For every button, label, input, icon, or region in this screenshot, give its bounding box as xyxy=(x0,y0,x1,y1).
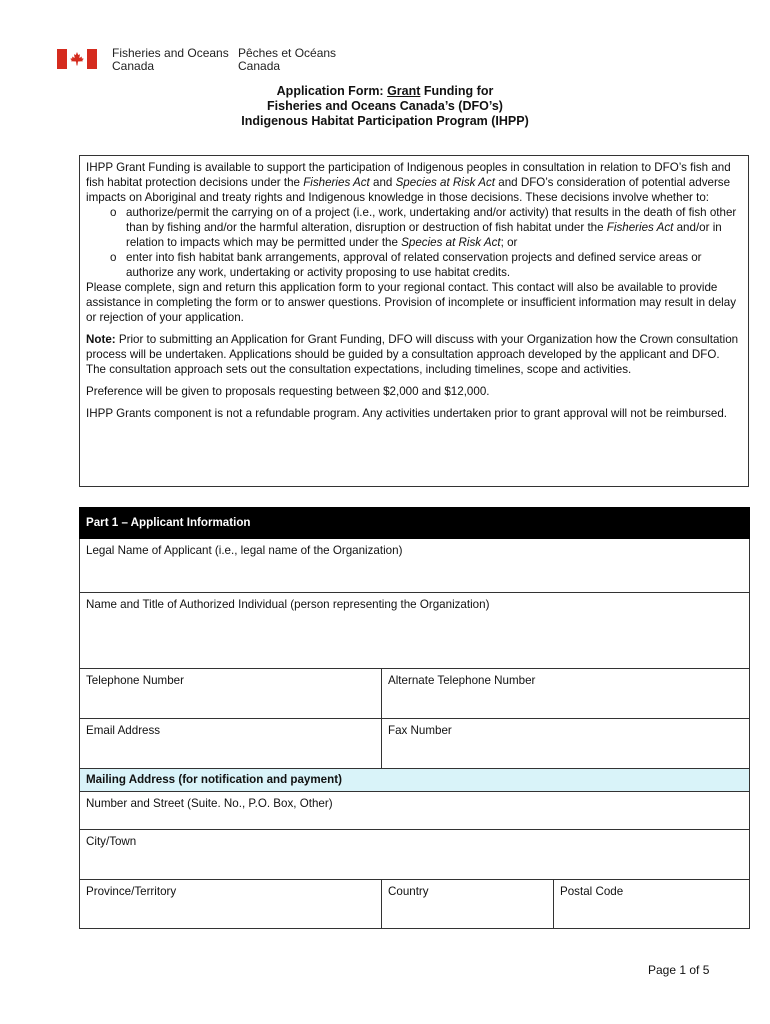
street-field[interactable]: Number and Street (Suite. No., P.O. Box, Other) xyxy=(80,792,750,830)
title-line1: Application Form: Grant Funding for xyxy=(276,84,494,98)
org-name-english xyxy=(112,47,229,73)
instructions-paragraph: Please complete, sign and return this application form to your regional contact. This contact will also be available to provide assistance in completing the form or to answer questions. Provision of incomplete or insufficient information may result in delay or rejection of your application. xyxy=(86,281,736,324)
province-field[interactable]: Province/Territory xyxy=(80,880,382,929)
authorized-individual-field[interactable]: Name and Title of Authorized Individual (person representing the Organization) xyxy=(80,593,750,669)
email-field[interactable]: Email Address xyxy=(80,719,382,769)
preference-paragraph: Preference will be given to proposals requesting between $2,000 and $12,000. xyxy=(86,385,490,398)
list-item: o authorize/permit the carrying on of a project (i.e., work, undertaking and/or activity) that results in the death of fish other than by fishing and/or the harmful alteration, disruption or destruction of fish habitat under the Fisheries Act and/or in relation to impacts which may be permitted under the Species at Risk Act; or xyxy=(126,205,742,250)
city-field[interactable]: City/Town xyxy=(80,830,750,880)
postal-code-field[interactable]: Postal Code xyxy=(554,880,750,929)
mailing-address-header: Mailing Address (for notification and payment) xyxy=(80,769,750,792)
legal-name-field[interactable]: Legal Name of Applicant (i.e., legal name of the Organization) xyxy=(80,539,750,593)
page-number: Page 1 of 5 xyxy=(648,963,710,977)
alternate-telephone-field[interactable]: Alternate Telephone Number xyxy=(382,669,750,719)
org-en-line2: Canada xyxy=(112,59,155,73)
note-paragraph: Note: Prior to submitting an Application for Grant Funding, DFO will discuss with your Organization how the Crown consultation process will be undertaken. Applications should be guided by a consultation approach developed by the applicant and DFO. The consultation approach sets out the consultation expectations, including timelines, scope and activities. xyxy=(86,333,739,376)
list-item: o enter into fish habitat bank arrangements, approval of related conservation projects and defined service areas or authorize any work, undertaking or activity proposing to use habitat credits. xyxy=(126,250,742,280)
org-fr-line1: Pêches et Océans xyxy=(238,46,337,60)
telephone-field[interactable]: Telephone Number xyxy=(80,669,382,719)
title-line2: Fisheries and Oceans Canada’s (DFO’s) xyxy=(267,99,503,113)
part1-header: Part 1 – Applicant Information xyxy=(80,508,750,539)
fax-field[interactable]: Fax Number xyxy=(382,719,750,769)
page-title xyxy=(0,84,770,129)
intro-paragraph: IHPP Grant Funding is available to support the participation of Indigenous peoples in consultation in relation to DFO’s fish and fish habitat protection decisions under the Fisheries Act and Species at Risk Act and DFO’s consideration of potential adverse impacts on Aboriginal and treaty rights and Indigenous knowledge in those decisions. These decisions involve whether to: xyxy=(86,161,731,204)
intro-box xyxy=(79,155,749,487)
org-en-line1: Fisheries and Oceans xyxy=(112,46,229,60)
country-field[interactable]: Country xyxy=(382,880,554,929)
title-line3: Indigenous Habitat Participation Program (IHPP) xyxy=(241,114,529,128)
refund-paragraph: IHPP Grants component is not a refundable program. Any activities undertaken prior to grant approval will not be reimbursed. xyxy=(86,407,728,420)
org-fr-line2: Canada xyxy=(238,59,281,73)
applicant-form xyxy=(79,507,749,929)
org-name-french xyxy=(238,47,336,73)
canada-flag-icon xyxy=(57,49,97,69)
decision-list xyxy=(86,205,742,280)
